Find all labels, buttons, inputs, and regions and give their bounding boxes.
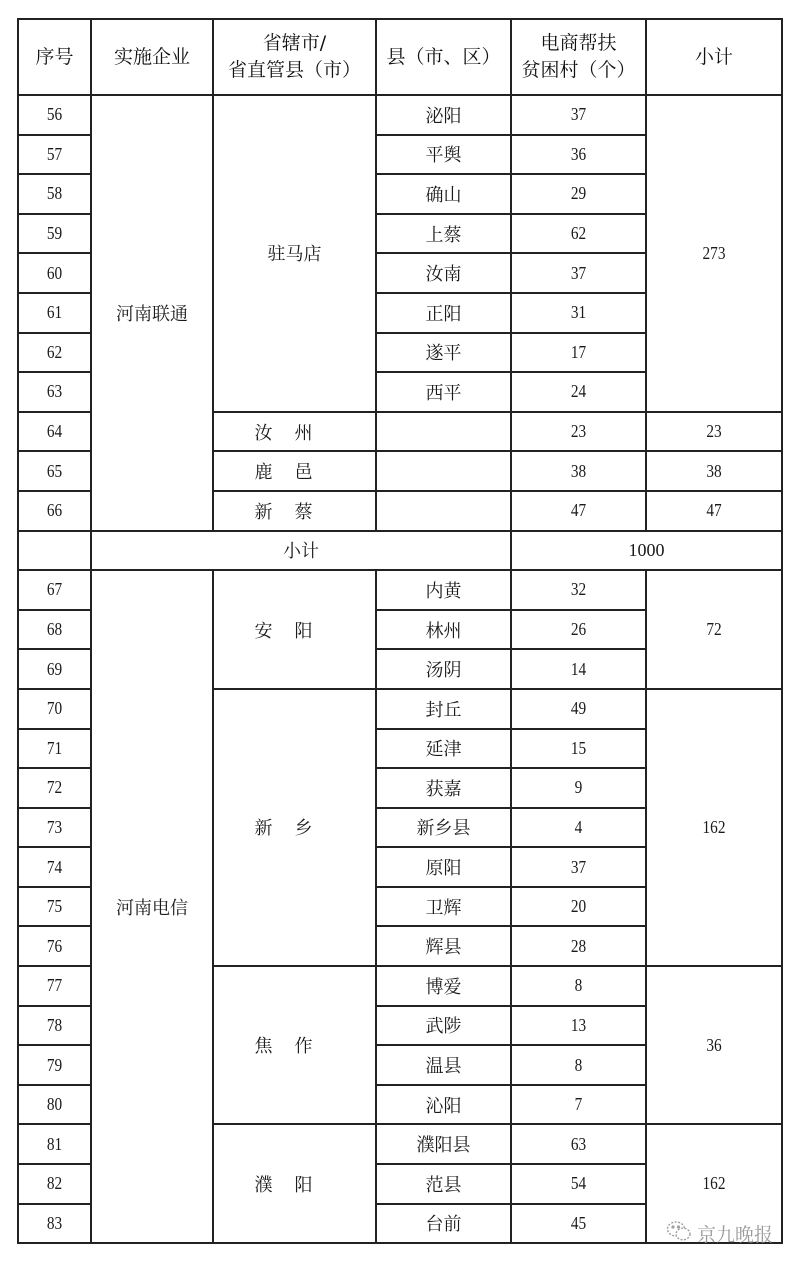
seq-cell: 76 <box>23 926 85 966</box>
county-cell: 汤阴 <box>376 649 511 689</box>
header-villages: 电商帮扶 贫困村（个） <box>511 19 646 95</box>
villages-cell: 9 <box>521 768 636 808</box>
subtotal-cell: 38 <box>656 451 772 491</box>
header-company: 实施企业 <box>91 19 213 95</box>
villages-cell: 62 <box>521 214 636 254</box>
seq-cell: 66 <box>23 491 85 531</box>
seq-cell: 73 <box>23 808 85 848</box>
seq-cell: 62 <box>23 333 85 373</box>
county-cell: 延津 <box>376 729 511 769</box>
county-cell: 新乡县 <box>376 808 511 848</box>
villages-cell: 47 <box>521 491 636 531</box>
seq-cell: 74 <box>23 847 85 887</box>
villages-cell: 36 <box>521 135 636 175</box>
county-cell: 武陟 <box>376 1006 511 1046</box>
villages-cell: 7 <box>521 1085 636 1125</box>
county-cell: 博爱 <box>376 966 511 1006</box>
company-cell: 河南电信 <box>91 570 213 1243</box>
villages-cell: 20 <box>521 887 636 927</box>
city-cell: 鹿邑 <box>213 451 376 491</box>
county-cell <box>376 412 511 452</box>
villages-cell: 8 <box>521 966 636 1006</box>
villages-cell: 37 <box>521 253 636 293</box>
villages-cell: 14 <box>521 649 636 689</box>
villages-cell: 37 <box>521 847 636 887</box>
villages-cell: 37 <box>521 95 636 135</box>
villages-cell: 26 <box>521 610 636 650</box>
header-city: 省辖市/ 省直管县（市） <box>213 19 376 95</box>
villages-cell: 54 <box>521 1164 636 1204</box>
villages-cell: 49 <box>521 689 636 729</box>
county-cell: 正阳 <box>376 293 511 333</box>
county-cell: 台前 <box>376 1204 511 1244</box>
city-cell: 新蔡 <box>213 491 376 531</box>
county-cell: 沁阳 <box>376 1085 511 1125</box>
county-cell: 林州 <box>376 610 511 650</box>
villages-cell: 8 <box>521 1045 636 1085</box>
seq-cell: 83 <box>23 1204 85 1244</box>
county-cell <box>376 491 511 531</box>
header-row <box>18 19 782 95</box>
seq-cell: 58 <box>23 174 85 214</box>
seq-cell: 77 <box>23 966 85 1006</box>
seq-cell: 79 <box>23 1045 85 1085</box>
county-cell: 泌阳 <box>376 95 511 135</box>
seq-cell: 65 <box>23 451 85 491</box>
villages-cell: 17 <box>521 333 636 373</box>
subtotal-cell: 23 <box>656 412 772 452</box>
seq-cell: 72 <box>23 768 85 808</box>
villages-cell: 29 <box>521 174 636 214</box>
total-seq-cell <box>18 531 91 571</box>
subtotal-cell: 162 <box>656 1124 772 1243</box>
villages-cell: 45 <box>521 1204 636 1244</box>
subtotal-cell: 273 <box>656 95 772 412</box>
county-cell: 平舆 <box>376 135 511 175</box>
villages-cell: 63 <box>521 1124 636 1164</box>
seq-cell: 63 <box>23 372 85 412</box>
villages-cell: 23 <box>521 412 636 452</box>
seq-cell: 57 <box>23 135 85 175</box>
seq-cell: 68 <box>23 610 85 650</box>
city-cell: 安阳 <box>213 570 376 689</box>
seq-cell: 80 <box>23 1085 85 1125</box>
company-cell: 河南联通 <box>91 95 213 531</box>
county-cell: 遂平 <box>376 333 511 373</box>
county-cell: 确山 <box>376 174 511 214</box>
seq-cell: 56 <box>23 95 85 135</box>
seq-cell: 61 <box>23 293 85 333</box>
county-cell: 辉县 <box>376 926 511 966</box>
seq-cell: 64 <box>23 412 85 452</box>
villages-cell: 31 <box>521 293 636 333</box>
county-cell: 汝南 <box>376 253 511 293</box>
seq-cell: 81 <box>23 1124 85 1164</box>
county-cell: 温县 <box>376 1045 511 1085</box>
city-cell: 驻马店 <box>213 95 376 412</box>
poverty-village-table <box>17 18 783 1244</box>
table-row <box>18 95 782 135</box>
watermark-text: 京九晚报 <box>697 1223 774 1246</box>
villages-cell: 38 <box>521 451 636 491</box>
county-cell: 原阳 <box>376 847 511 887</box>
county-cell: 上蔡 <box>376 214 511 254</box>
villages-cell: 28 <box>521 926 636 966</box>
total-row <box>18 531 782 571</box>
seq-cell: 59 <box>23 214 85 254</box>
wechat-icon <box>666 1220 692 1247</box>
subtotal-cell: 36 <box>656 966 772 1124</box>
county-cell: 范县 <box>376 1164 511 1204</box>
villages-cell: 32 <box>521 570 636 610</box>
seq-cell: 71 <box>23 729 85 769</box>
total-value: 1000 <box>511 531 782 571</box>
county-cell: 内黄 <box>376 570 511 610</box>
subtotal-cell: 47 <box>656 491 772 531</box>
city-cell: 濮阳 <box>213 1124 376 1243</box>
header-county: 县（市、区） <box>376 19 511 95</box>
villages-cell: 24 <box>521 372 636 412</box>
header-subtotal: 小计 <box>646 19 782 95</box>
county-cell <box>376 451 511 491</box>
county-cell: 封丘 <box>376 689 511 729</box>
table-row <box>18 570 782 610</box>
seq-cell: 69 <box>23 649 85 689</box>
city-cell: 汝州 <box>213 412 376 452</box>
seq-cell: 70 <box>23 689 85 729</box>
subtotal-cell: 162 <box>656 689 772 966</box>
seq-cell: 78 <box>23 1006 85 1046</box>
seq-cell: 67 <box>23 570 85 610</box>
seq-cell: 75 <box>23 887 85 927</box>
city-cell: 新乡 <box>213 689 376 966</box>
header-seq: 序号 <box>18 19 91 95</box>
seq-cell: 82 <box>23 1164 85 1204</box>
villages-cell: 4 <box>521 808 636 848</box>
villages-cell: 13 <box>521 1006 636 1046</box>
city-cell: 焦作 <box>213 966 376 1124</box>
watermark <box>666 1220 773 1246</box>
county-cell: 获嘉 <box>376 768 511 808</box>
county-cell: 西平 <box>376 372 511 412</box>
county-cell: 濮阳县 <box>376 1124 511 1164</box>
subtotal-cell: 72 <box>656 570 772 689</box>
total-label: 小计 <box>91 531 511 571</box>
seq-cell: 60 <box>23 253 85 293</box>
villages-cell: 15 <box>521 729 636 769</box>
county-cell: 卫辉 <box>376 887 511 927</box>
